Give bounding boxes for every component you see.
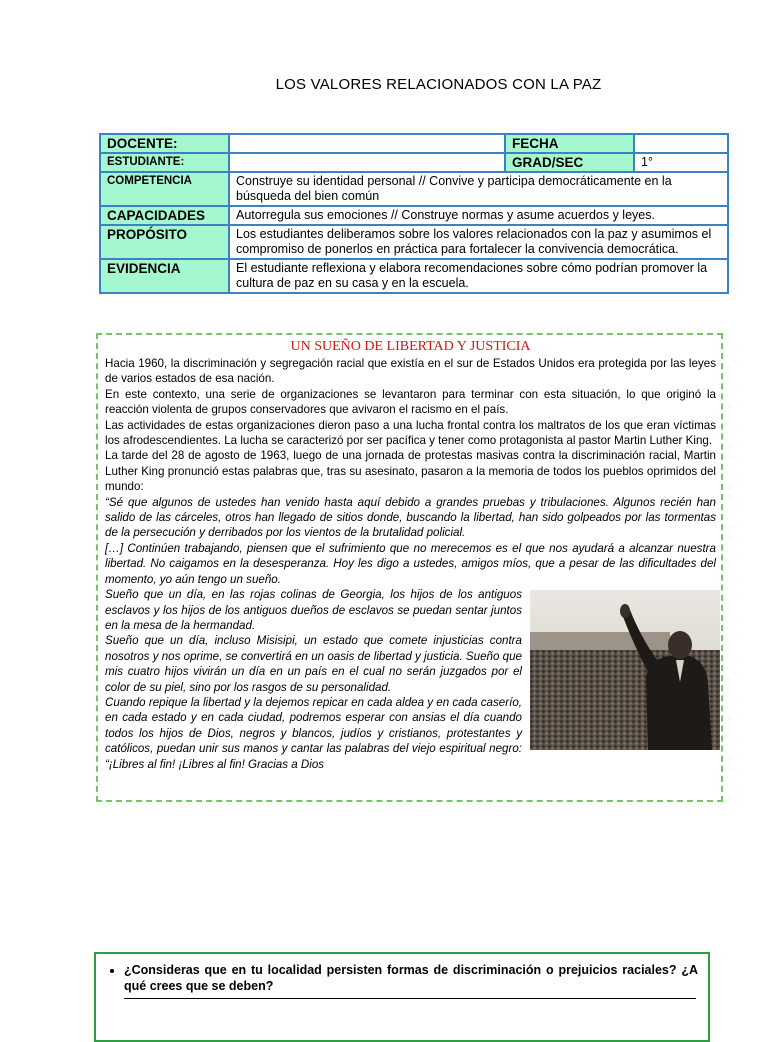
reading-paragraph: Las actividades de estas organizaciones dieron paso a una lucha frontal contra los maltratos de los que eran víctimas los afrodescendientes. La lucha se caracterizó por ser pacífica y tener como protagonista al pastor Martin Luther King.: [105, 418, 716, 448]
capacidades-value: Autorregula sus emociones // Construye normas y asume acuerdos y leyes.: [229, 206, 728, 225]
table-row: [100, 134, 728, 153]
docente-field[interactable]: [229, 134, 505, 153]
proposito-value: Los estudiantes deliberamos sobre los valores relacionados con la paz y asumimos el compromiso de ponerlos en práctica para fortalecer la convivencia democrática.: [229, 225, 728, 259]
quote-paragraph: Sueño que un día, en las rojas colinas de Georgia, los hijos de los antiguos esclavos y los hijos de los antiguos dueños de esclavos se puedan sentar juntos en la mesa de la hermandad.: [105, 588, 522, 632]
capacidades-label: CAPACIDADES: [100, 206, 229, 225]
proposito-label: PROPÓSITO: [100, 225, 229, 259]
info-table: [99, 133, 729, 294]
evidencia-value: El estudiante reflexiona y elabora recomendaciones sobre cómo podrían promover la cultura de paz en su casa y en la escuela.: [229, 259, 728, 293]
quote-paragraph: “Sé que algunos de ustedes han venido hasta aquí debido a grandes pruebas y tribulaciones. Algunos recién han salido de las cárceles, otros han llegado de sitios donde, buscando la libertad, han sido golpeados por las tormentas de la persecución y derribados por los vientos de la brutalidad policial.: [105, 495, 716, 540]
answer-line[interactable]: [124, 998, 696, 999]
quote-paragraph: […] Continúen trabajando, piensen que el sufrimiento que no merecemos es el que nos ayudará a alcanzar nuestra libertad. No caigamos en la desesperanza. Hoy les digo a ustedes, amigos míos, que a pesar de las dificultades del momento, yo aún tengo un sueño.: [105, 541, 716, 586]
reading-paragraph: En este contexto, una serie de organizaciones se levantaron para terminar con esta situación, lo que originó la reacción violenta de grupos conservadores que avivaron el racismo en el país.: [105, 387, 716, 417]
competencia-value: Construye su identidad personal // Convive y participa democráticamente en la búsqueda del bien común: [229, 172, 728, 206]
question-list: [108, 962, 698, 994]
quote-paragraph: Cuando repique la libertad y la dejemos repicar en cada aldea y en cada caserío, en cada estado y en cada ciudad, podremos esperar con ansias el día cuando todos los hijos de Dios, negros y blancos, judíos y cristianos, protestantes y católicos, puedan unir sus manos y cantar las palabras del viejo espiritual negro: “¡Libres al fin! ¡Libres al fin! Gracias a Dios: [105, 695, 522, 771]
reading-paragraph: La tarde del 28 de agosto de 1963, luego de una jornada de protestas masivas contra la discriminación racial, Martin Luther King pronunció estas palabras que, tras su asesinato, pasaron a la memoria de todos los pueblos oprimidos del mundo:: [105, 449, 716, 494]
table-row: [100, 225, 728, 259]
table-row: [100, 153, 728, 172]
estudiante-label: ESTUDIANTE:: [100, 153, 229, 172]
question-box: [94, 952, 710, 1042]
mlk-speech-photo: [530, 590, 720, 750]
page-title: LOS VALORES RELACIONADOS CON LA PAZ: [275, 76, 602, 93]
fecha-field[interactable]: [634, 134, 728, 153]
docente-label: DOCENTE:: [100, 134, 229, 153]
reading-heading: UN SUEÑO DE LIBERTAD Y JUSTICIA: [290, 339, 531, 354]
table-row: [100, 206, 728, 225]
gradsec-label: GRAD/SEC: [505, 153, 634, 172]
competencia-label: COMPETENCIA: [100, 172, 229, 206]
gradsec-field[interactable]: 1°: [634, 153, 728, 172]
quote-paragraph: Sueño que un día, incluso Misisipi, un estado que comete injusticias contra nosotros y nos oprime, se convertirá en un oasis de libertad y justicia. Sueño que mis cuatro hijos vivirán un día en un país en el cual no serán juzgados por el color de su piel, sino por los rasgos de su personalidad.: [105, 634, 522, 694]
question-item: • ¿Consideras que en tu localidad persisten formas de discriminación o prejuicios raciales? ¿A qué crees que se deben?: [124, 962, 698, 994]
reading-paragraph: Hacia 1960, la discriminación y segregación racial que existía en el sur de Estados Unidos era protegida por las leyes de varios estados de esa nación.: [105, 357, 716, 386]
estudiante-field[interactable]: [229, 153, 505, 172]
reading-box: [96, 333, 723, 802]
evidencia-label: EVIDENCIA: [100, 259, 229, 293]
table-row: [100, 172, 728, 206]
table-row: [100, 259, 728, 293]
fecha-label: FECHA: [505, 134, 634, 153]
